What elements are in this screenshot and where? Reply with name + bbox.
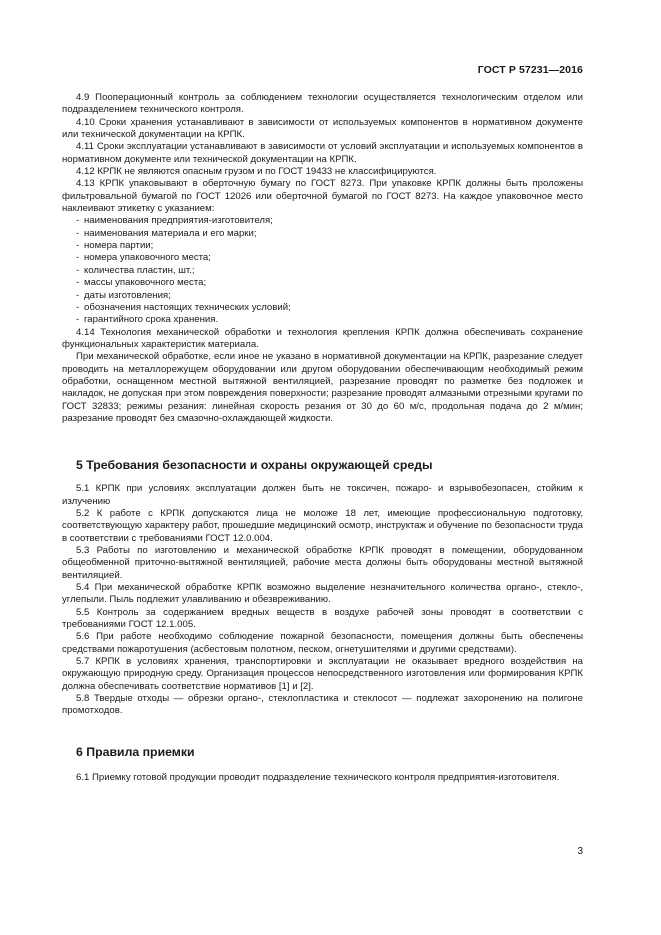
list-dash: - [76, 289, 80, 301]
list-item [62, 215, 583, 227]
list-item [62, 314, 583, 326]
clause-4-12: 4.12 КРПК не являются опасным грузом и по ГОСТ 19433 не классифицируются. [76, 166, 437, 178]
list-item-text: номера упаковочного места; [84, 252, 211, 264]
list-item-text: обозначения настоящих технических условий; [84, 301, 291, 313]
list-item [62, 252, 583, 264]
clause-4-11: 4.11 Сроки эксплуатации устанавливают в зависимости от условий эксплуатации и используемых компонентов в нормативном документе или технической документации на КРПК. [62, 141, 583, 165]
list-dash: - [76, 227, 80, 239]
list-dash: - [76, 252, 80, 264]
section-5-heading: 5 Требования безопасности и охраны окружающей среды [76, 458, 433, 473]
list-item [62, 228, 583, 240]
clause-5-5: 5.5 Контроль за содержанием вредных веществ в воздухе рабочей зоны проводят в соответствии с требованиями ГОСТ 12.1.005. [62, 606, 583, 631]
machining-paragraph: При механической обработке, если иное не указано в нормативной документации на КРПК, разрезание следует проводить на металлорежущем оборудовании или другом оборудовании обеспечивающим необходимый режим обработки, оснащенном местной вытяжной вентиляцией, разрезание проводят по разметке без подложек и накладок, не допуская при этом повреждения поверхности; разрезание проводят алмазными отрезными кругами по ГОСТ 32833; режимы резания: линейная скорость резания от 30 до 60 м/с, продольная подача до 2 м/мин; разрезание проводят без смазочно-охлаждающей жидкости. [62, 351, 583, 424]
list-item [62, 302, 583, 314]
label-list [62, 215, 583, 326]
list-item-text: гарантийного срока хранения. [84, 314, 219, 326]
clause-4-13: 4.13 КРПК упаковывают в оберточную бумагу по ГОСТ 8273. При упаковке КРПК должны быть проложены фильтровальной бумагой по ГОСТ 12026 или оберточной бумагой по ГОСТ 8273. На каждое упаковочное место наклеивают этикетку с указанием: [62, 178, 583, 215]
list-item-text: даты изготовления; [84, 289, 171, 301]
clause-5-2: 5.2 К работе с КРПК допускаются лица не моложе 18 лет, имеющие профессиональную подготовку, соответствующую характеру работ, прошедшие медицинский осмотр, инструктаж и обучение по безопасности труда в соответствии с требованиями ГОСТ 12.0.004. [62, 507, 583, 544]
standard-designation: ГОСТ Р 57231—2016 [477, 64, 583, 76]
clause-5-7: 5.7 КРПК в условиях хранения, транспортировки и эксплуатации не оказывает вредного воздействия на окружающую природную среду. Организация процессов непосредственного изготовления или формирования КРПК должна обеспечивать соответствие нормативов [1] и [2]. [62, 656, 583, 692]
clause-5-3: 5.3 Работы по изготовлению и механической обработке КРПК проводят в помещении, оборудованном общеобменной приточно-вытяжной вентиляцией, рабочие места должны быть оборудованы местной вытяжной вентиляцией. [62, 545, 583, 581]
clause-4-10: 4.10 Сроки хранения устанавливают в зависимости от используемых компонентов в нормативном документе или технической документации на КРПК. [62, 116, 583, 141]
clause-4-14: 4.14 Технология механической обработки и технология крепления КРПК должна обеспечивать сохранение функциональных характеристик материала. [62, 326, 583, 350]
list-dash: - [76, 314, 80, 326]
document-body [62, 92, 583, 784]
list-item [62, 240, 583, 252]
list-item-text: количества пластин, шт.; [84, 264, 195, 276]
list-item [62, 265, 583, 277]
list-dash: - [76, 301, 80, 313]
clause-4-9: 4.9 Пооперационный контроль за соблюдением технологии осуществляется технологическим отделом или подразделением технического контроля. [62, 92, 583, 116]
clause-6-1: 6.1 Приемку готовой продукции проводит подразделение технического контроля предприятия-изготовителя. [76, 771, 560, 783]
clause-5-1: 5.1 КРПК при условиях эксплуатации должен быть не токсичен, пожаро- и взрывобезопасен, стойким к излучению [62, 483, 583, 507]
list-dash: - [76, 240, 80, 252]
list-dash: - [76, 215, 80, 227]
list-item-text: массы упаковочного места; [84, 277, 207, 289]
list-item-text: наименования предприятия-изготовителя; [84, 215, 273, 227]
clause-5-6: 5.6 При работе необходимо соблюдение пожарной безопасности, помещения должны быть обеспечены средствами пожаротушения (асбестовым полотном, песком, огнетушителями и другими средствами). [62, 631, 583, 655]
clause-5-4: 5.4 При механической обработке КРПК возможно выделение незначительного количества органо-, стекло-, углепыли. Пыль подлежит улавливанию и обезвреживанию. [62, 582, 583, 606]
list-item-text: наименования материала и его марки; [84, 227, 257, 239]
list-dash: - [76, 277, 80, 289]
clause-5-8: 5.8 Твердые отходы — обрезки органо-, стеклопластика и стеклосот — подлежат захоронению на полигоне промотходов. [62, 693, 583, 717]
list-dash: - [76, 264, 80, 276]
list-item-text: номера партии; [84, 240, 154, 252]
section-6-heading: 6 Правила приемки [76, 744, 195, 759]
page-number: 3 [577, 846, 583, 857]
list-item [62, 277, 583, 289]
list-item [62, 290, 583, 302]
